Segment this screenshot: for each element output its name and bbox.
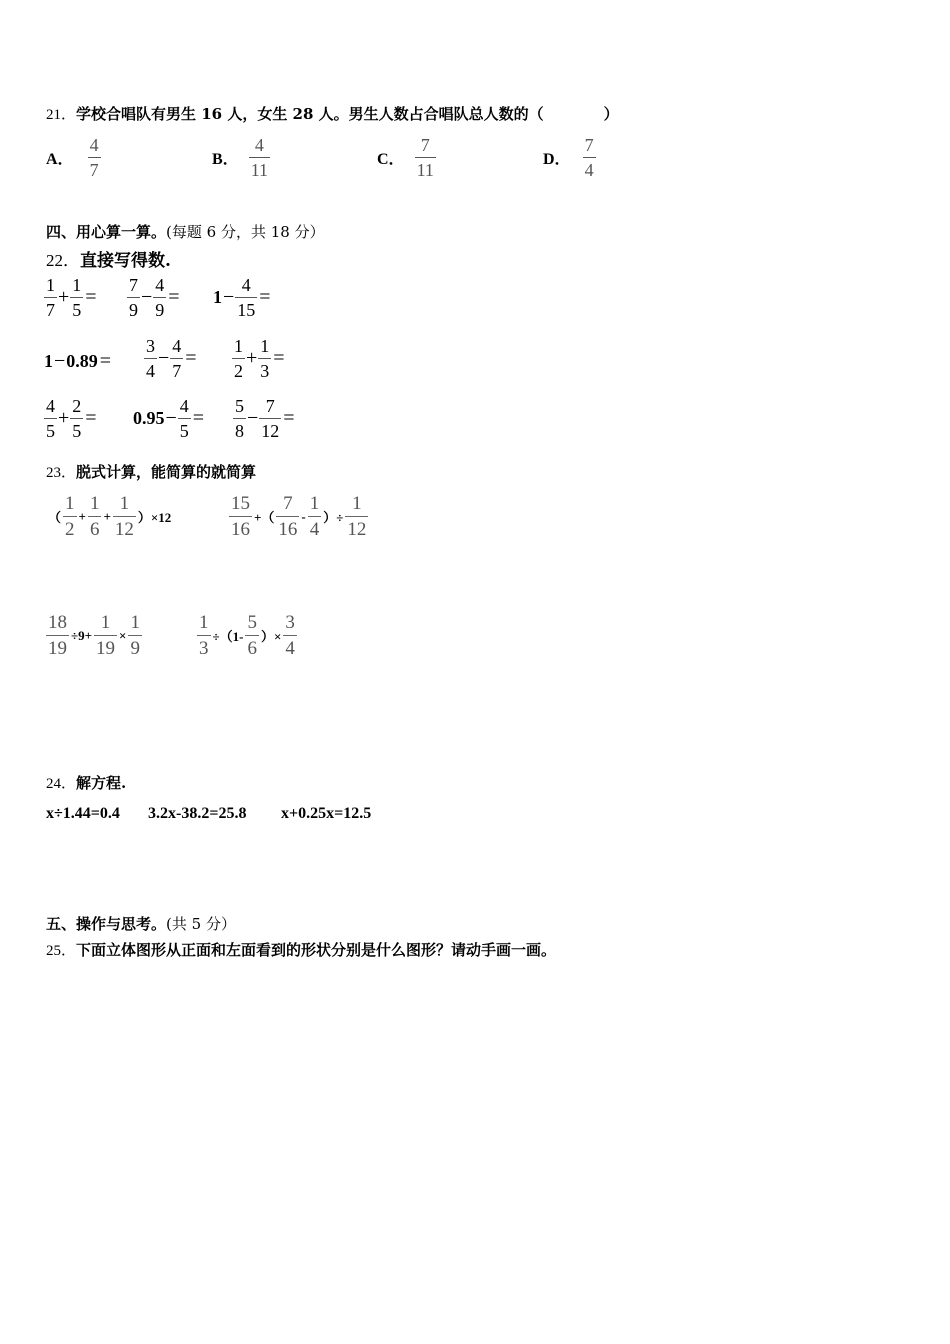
fraction: $\frac{1}{7}$ (46, 275, 55, 320)
operator: − (54, 350, 66, 372)
fraction: $\frac{7}{9}$ (129, 275, 138, 320)
choice-a[interactable] (46, 136, 101, 179)
question-text: 下面立体图形从正面和左面看到的形状分别是什么图形？请动手画一画。 (76, 941, 557, 959)
fraction: $\frac{2}{5}$ (72, 396, 82, 441)
equals-sign: = (273, 347, 285, 369)
fraction: $\frac{4}{7}$ (172, 336, 182, 381)
equals-sign: = (283, 407, 295, 429)
operator: − (223, 286, 235, 308)
numerator: 4 (89, 135, 99, 155)
number: 1 (44, 351, 53, 371)
question-number: 22． (46, 251, 80, 270)
operator: + (58, 286, 70, 308)
choice-label: B． (212, 151, 239, 168)
calc-expression-2: $\frac{15}{16}$ +（ $\frac{7}{16}$ - $\frac{1}{4}$ ）÷ $\frac{1}{12}$ (231, 493, 367, 540)
equals-sign: = (99, 350, 112, 372)
section-5-heading (46, 913, 236, 934)
operator: − (141, 286, 153, 308)
equals-sign: = (259, 286, 271, 308)
question-text: 脱式计算，能简算的就简算 (76, 463, 257, 481)
question-text: 学校合唱队有男生 16 人，女生 28 人。男生人数占合唱队总人数的（ ） (76, 105, 619, 123)
section-4-heading (46, 221, 325, 242)
operator: − (247, 407, 259, 429)
calc-expression-1: （ $\frac{1}{2}$ + $\frac{1}{6}$ + $\frac{1}{12}$ ）×12 (48, 493, 172, 540)
equals-sign: = (85, 407, 97, 429)
fraction: $\frac{1}{5}$ (72, 275, 82, 320)
question-number: 25． (46, 943, 77, 959)
equals-sign: = (192, 407, 205, 429)
choice-c[interactable] (377, 136, 436, 179)
fraction: $\frac{1}{2}$ (234, 336, 243, 381)
question-21 (46, 103, 619, 124)
fraction: $\frac{3}{4}$ (146, 336, 155, 381)
choice-b[interactable] (212, 136, 270, 179)
question-22 (46, 246, 171, 271)
mental-math-item (44, 350, 111, 373)
number: 0.89 (66, 351, 98, 371)
numerator: 7 (420, 135, 430, 155)
numerator: 7 (584, 135, 594, 155)
fraction: $\frac{15}{16}$ (231, 493, 250, 540)
choice-fraction (583, 136, 596, 179)
equals-sign: = (168, 286, 180, 308)
fraction: $\frac{1}{9}$ (130, 612, 140, 659)
choice-d[interactable] (543, 136, 596, 179)
section-title: 五、操作与思考。 (46, 915, 167, 933)
fraction: $\frac{4}{15}$ (237, 275, 256, 320)
calc-expression-3: $\frac{18}{19}$ ÷9+ $\frac{1}{19}$ × $\frac{1}{9}$ (48, 612, 140, 659)
fraction: $\frac{1}{6}$ (89, 493, 100, 540)
fraction: $\frac{7}{16}$ (278, 493, 298, 540)
fraction: $\frac{1}{4}$ (309, 493, 320, 540)
fraction: $\frac{1}{3}$ (260, 336, 270, 381)
equation-2: 3.2x-38.2=25.8 (148, 805, 247, 822)
fraction: $\frac{3}{4}$ (285, 612, 295, 659)
fraction: $\frac{1}{12}$ (114, 493, 134, 540)
numerator: 4 (254, 135, 264, 155)
operator: − (158, 347, 170, 369)
mental-math-item (233, 397, 295, 440)
choice-fraction (249, 136, 270, 179)
mental-math-item (133, 397, 204, 440)
equals-sign: = (85, 286, 97, 308)
mental-math-item (44, 397, 97, 440)
question-text: 解方程. (76, 774, 127, 792)
fraction: $\frac{5}{8}$ (235, 396, 244, 441)
mental-math-item (213, 276, 271, 319)
question-number: 23． (46, 465, 77, 481)
question-24 (46, 772, 126, 793)
question-23 (46, 461, 256, 482)
choice-fraction (415, 136, 436, 179)
section-points: (每题 6 分，共 18 分） (166, 223, 325, 241)
choice-label: D． (543, 151, 571, 168)
question-25 (46, 939, 556, 960)
mental-math-item (144, 337, 197, 380)
choice-label: C． (377, 151, 405, 168)
section-points: (共 5 分） (166, 915, 236, 933)
operator: − (165, 407, 177, 429)
fraction: $\frac{1}{3}$ (199, 612, 209, 659)
equals-sign: = (185, 347, 197, 369)
question-number: 24． (46, 776, 77, 792)
choice-fraction (88, 136, 101, 179)
mental-math-item (232, 337, 285, 380)
fraction: $\frac{1}{2}$ (65, 493, 75, 540)
denominator: 7 (88, 157, 101, 179)
question-text: 直接写得数. (80, 251, 171, 271)
equation-3: x+0.25x=12.5 (281, 805, 372, 822)
denominator: 4 (583, 157, 596, 179)
operator: + (58, 407, 70, 429)
fraction: $\frac{4}{9}$ (155, 275, 165, 320)
denominator: 11 (249, 157, 270, 179)
number: 1 (213, 287, 222, 307)
denominator: 11 (415, 157, 436, 179)
fraction: $\frac{18}{19}$ (48, 612, 67, 659)
question-number: 21． (46, 107, 77, 123)
fraction: $\frac{5}{6}$ (247, 612, 257, 659)
mental-math-item (44, 276, 97, 319)
fraction: $\frac{4}{5}$ (179, 396, 189, 441)
fraction: $\frac{1}{19}$ (96, 612, 116, 659)
choice-label: A． (46, 151, 74, 168)
equation-1: x÷1.44=0.4 (46, 805, 120, 822)
number: 0.95 (133, 408, 165, 428)
fraction: $\frac{1}{12}$ (347, 493, 367, 540)
fraction: $\frac{4}{5}$ (46, 396, 55, 441)
section-title: 四、用心算一算。 (46, 223, 167, 241)
operator: + (246, 347, 258, 369)
mental-math-item (127, 276, 180, 319)
calc-expression-4: $\frac{1}{3}$ ÷（1- $\frac{5}{6}$ ）× $\frac{3}{4}$ (199, 612, 295, 659)
fraction: $\frac{7}{12}$ (261, 396, 280, 441)
